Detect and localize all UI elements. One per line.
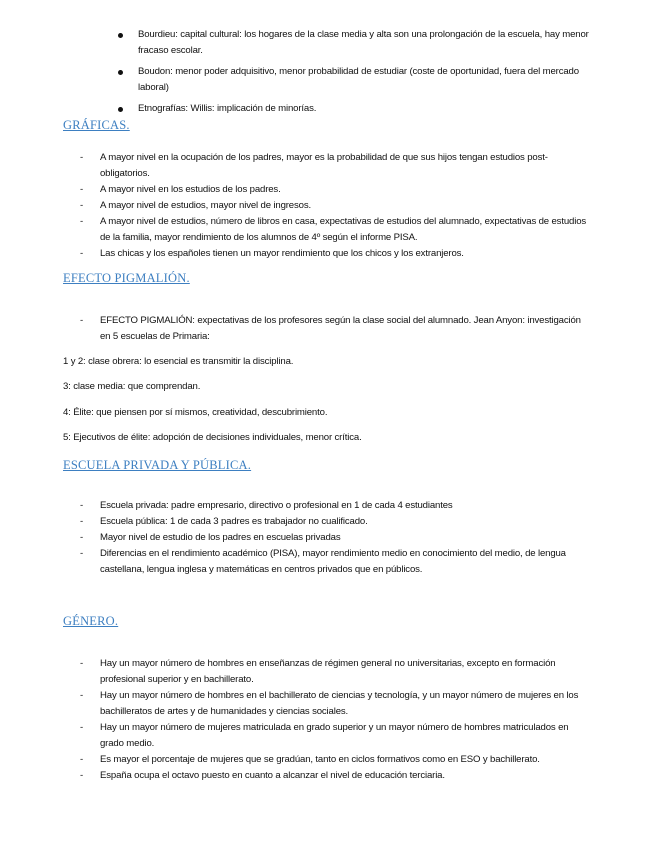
list-item: - Es mayor el porcentaje de mujeres que se gradúan, tanto en ciclos formativos como en ESO y bachillerato. <box>80 752 590 768</box>
list-item: - A mayor nivel en los estudios de los padres. <box>80 182 590 198</box>
dash-icon: - <box>80 200 84 211</box>
pigmalion-line-3: 4: Élite: que piensen por sí mismos, creatividad, descubrimiento. <box>63 407 328 418</box>
list-item: Etnografías: Willis: implicación de minorías. <box>118 101 598 117</box>
list-item: - Las chicas y los españoles tienen un mayor rendimiento que los chicos y los extranjeros. <box>80 246 590 262</box>
dash-icon: - <box>80 754 84 765</box>
genero-list <box>80 656 590 784</box>
graficas-list <box>80 150 590 262</box>
list-item: - A mayor nivel en la ocupación de los padres, mayor es la probabilidad de que sus hijos tengan estudios post-obligatorios. <box>80 152 548 179</box>
list-item: - Hay un mayor número de hombres en el bachillerato de ciencias y tecnología, y un mayor número de mujeres en los bachilleratos de artes y de humanidades y ciencias sociales. <box>80 690 579 717</box>
list-item: - A mayor nivel de estudios, mayor nivel de ingresos. <box>80 198 590 214</box>
list-item: - A mayor nivel de estudios, número de libros en casa, expectativas de estudios del alumnado, expectativas de estudios de la familia, mayor rendimiento de los alumnos de 4º según el informe PISA. <box>80 216 587 243</box>
dash-icon: - <box>80 658 84 669</box>
pigmalion-line-4: 5: Ejecutivos de élite: adopción de decisiones individuales, menor crítica. <box>63 432 362 443</box>
list-item: Bourdieu: capital cultural: los hogares de la clase media y alta son una prolongación de la escuela, hay menor fracaso escolar. <box>118 27 598 59</box>
dash-icon: - <box>80 216 84 227</box>
dash-icon: - <box>80 184 84 195</box>
dash-icon: - <box>80 690 84 701</box>
list-item: - Hay un mayor número de mujeres matriculada en grado superior y un mayor número de hombres matriculados en grado medio. <box>80 722 569 749</box>
list-item: Boudon: menor poder adquisitivo, menor probabilidad de estudiar (coste de oportunidad, fuera del mercado laboral) <box>118 64 598 96</box>
dash-icon: - <box>80 532 84 543</box>
dash-icon: - <box>80 315 84 326</box>
list-item: - Hay un mayor número de hombres en enseñanzas de régimen general no universitarias, excepto en formación profesional superior y en bachillerato. <box>80 658 556 685</box>
top-bullet-list <box>118 27 598 122</box>
list-item: - Mayor nivel de estudio de los padres en escuelas privadas <box>80 530 590 546</box>
list-item: - Escuela pública: 1 de cada 3 padres es trabajador no cualificado. <box>80 514 590 530</box>
heading-graficas: GRÁFICAS. <box>63 118 130 132</box>
heading-genero: GÉNERO. <box>63 614 119 628</box>
dash-icon: - <box>80 152 84 163</box>
dash-icon: - <box>80 516 84 527</box>
list-item: - España ocupa el octavo puesto en cuanto a alcanzar el nivel de educación terciaria. <box>80 768 590 784</box>
list-item: - EFECTO PIGMALIÓN: expectativas de los profesores según la clase social del alumnado. Jean Anyon: investigación en 5 escuelas de Primaria: <box>80 315 581 342</box>
dash-icon: - <box>80 770 84 781</box>
dash-icon: - <box>80 548 84 559</box>
privada-list <box>80 498 590 578</box>
bullet-icon <box>118 33 123 38</box>
pigmalion-line-2: 3: clase media: que comprendan. <box>63 381 201 392</box>
heading-pigmalion: EFECTO PIGMALIÓN. <box>63 271 190 285</box>
dash-icon: - <box>80 248 84 259</box>
bullet-icon <box>118 107 123 112</box>
pigmalion-line-1: 1 y 2: clase obrera: lo esencial es transmitir la disciplina. <box>63 356 294 367</box>
list-item: - Diferencias en el rendimiento académico (PISA), mayor rendimiento medio en conocimiento del medio, de lengua castellana, lengua inglesa y matemáticas en centros privados que en públicos. <box>80 548 566 575</box>
dash-icon: - <box>80 500 84 511</box>
dash-icon: - <box>80 722 84 733</box>
pigmalion-list <box>80 313 590 345</box>
list-item: - Escuela privada: padre empresario, directivo o profesional en 1 de cada 4 estudiantes <box>80 498 590 514</box>
heading-escuela-privada: ESCUELA PRIVADA Y PÚBLICA. <box>63 458 252 472</box>
bullet-icon <box>118 70 123 75</box>
